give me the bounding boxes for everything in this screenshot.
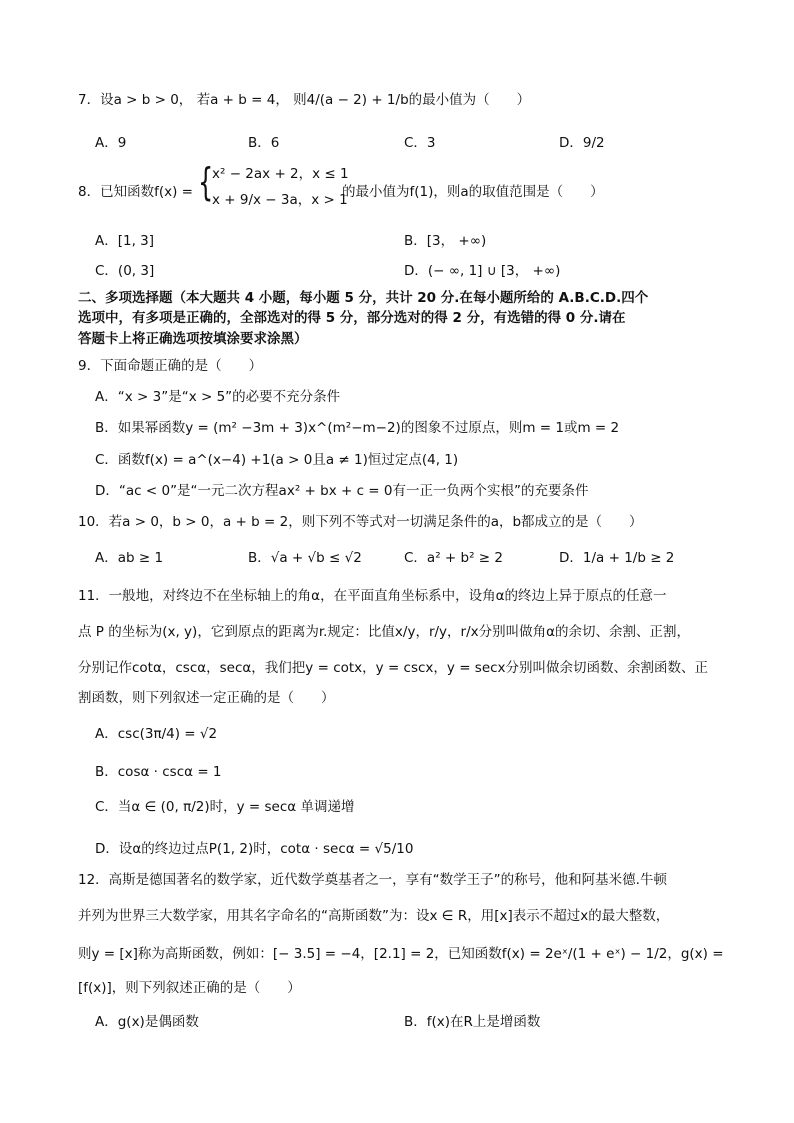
q8-piece-1: x² − 2ax + 2，x ≤ 1 [212,166,349,182]
q10-stem: 10．若a > 0，b > 0，a + b = 2，则下列不等式对一切满足条件的a，b都成立的是（ ） [78,514,643,530]
q7-option-a: A．9 [95,135,127,151]
q9-stem: 9．下面命题正确的是（ ） [78,358,263,374]
q7-option-c: C．3 [404,135,436,151]
q10-option-a: A．ab ≥ 1 [95,550,164,566]
q8-option-c: C．(0, 3] [95,263,155,279]
q12-line-1: 12．高斯是德国著名的数学家，近代数学奠基者之一，享有“数学王子”的称号，他和阿基米德.牛顿 [78,872,667,888]
q7-stem: 7．设a > b > 0， 若a + b = 4， 则4/(a − 2) + 1/b的最小值为（ ） [78,92,531,108]
q7-option-d: D．9/2 [559,135,605,151]
q8-option-a: A．[1, 3] [95,233,155,249]
q11-line-1: 11．一般地，对终边不在坐标轴上的角α，在平面直角坐标系中，设角α的终边上异于原点的任意一 [78,588,667,604]
q12-line-2: 并列为世界三大数学家，用其名字命名的“高斯函数”为：设x ∈ R，用[x]表示不超过x的最大整数， [78,908,670,924]
q11-option-d: D．设α的终边过点P(1, 2)时，cotα · secα = √5/10 [95,841,414,857]
q11-option-b: B．cosα · cscα = 1 [95,764,222,780]
q8-stem-post: 的最小值为f(1)，则a的取值范围是（ ） [342,184,604,200]
q12-line-4: [f(x)]，则下列叙述正确的是（ ） [78,980,301,996]
q11-line-4: 割函数，则下列叙述一定正确的是（ ） [78,690,335,706]
q12-line-3: 则y = [x]称为高斯函数，例如：[− 3.5] = −4，[2.1] = 2，已知函数f(x) = 2eˣ/(1 + eˣ) − 1/2，g(x) = [78,946,724,962]
section2-line-1: 二、多项选择题（本大题共 4 小题，每小题 5 分，共计 20 分.在每小题所给的 A.B.C.D.四个 [78,290,649,306]
q11-line-3: 分别记作cotα，cscα，secα，我们把y = cotx，y = cscx，y = secx分别叫做余切函数、余割函数、正 [78,660,709,676]
q9-option-b: B．如果幂函数y = (m² −3m + 3)x^(m²−m−2)的图象不过原点，则m = 1或m = 2 [95,420,620,436]
q10-option-d: D．1/a + 1/b ≥ 2 [559,550,675,566]
q7-option-b: B．6 [248,135,280,151]
q8-brace-icon: { [198,159,214,205]
q11-option-a: A．csc(3π/4) = √2 [95,726,218,742]
section2-line-2: 选项中，有多项是正确的，全部选对的得 5 分，部分选对的得 2 分，有选错的得 0 分.请在 [78,310,626,326]
q12-option-a: A．g(x)是偶函数 [95,1014,199,1030]
q12-option-b: B．f(x)在R上是增函数 [404,1014,541,1030]
section2-line-3: 答题卡上将正确选项按填涂要求涂黑） [78,331,308,347]
q9-option-d: D．“ac < 0”是“一元二次方程ax² + bx + c = 0有一正一负两个实根”的充要条件 [95,483,589,499]
q8-option-b: B．[3， +∞) [404,233,487,249]
q8-option-d: D．(− ∞, 1] ∪ [3， +∞) [404,263,561,279]
q9-option-c: C．函数f(x) = a^(x−4) +1(a > 0且a ≠ 1)恒过定点(4, 1) [95,452,459,468]
q10-option-b: B．√a + √b ≤ √2 [248,550,362,566]
q10-option-c: C．a² + b² ≥ 2 [404,550,503,566]
q11-option-c: C．当α ∈ (0, π/2)时，y = secα 单调递增 [95,799,355,815]
q8-piece-2: x + 9/x − 3a，x > 1 [212,192,348,208]
q8-stem-pre: 8．已知函数f(x) = [78,184,193,200]
q11-line-2: 点 P 的坐标为(x, y)，它到原点的距离为r.规定：比值x/y，r/y，r/x分别叫做角α的余切、余割、正割， [78,624,691,640]
q9-option-a: A．“x > 3”是“x > 5”的必要不充分条件 [95,389,341,405]
